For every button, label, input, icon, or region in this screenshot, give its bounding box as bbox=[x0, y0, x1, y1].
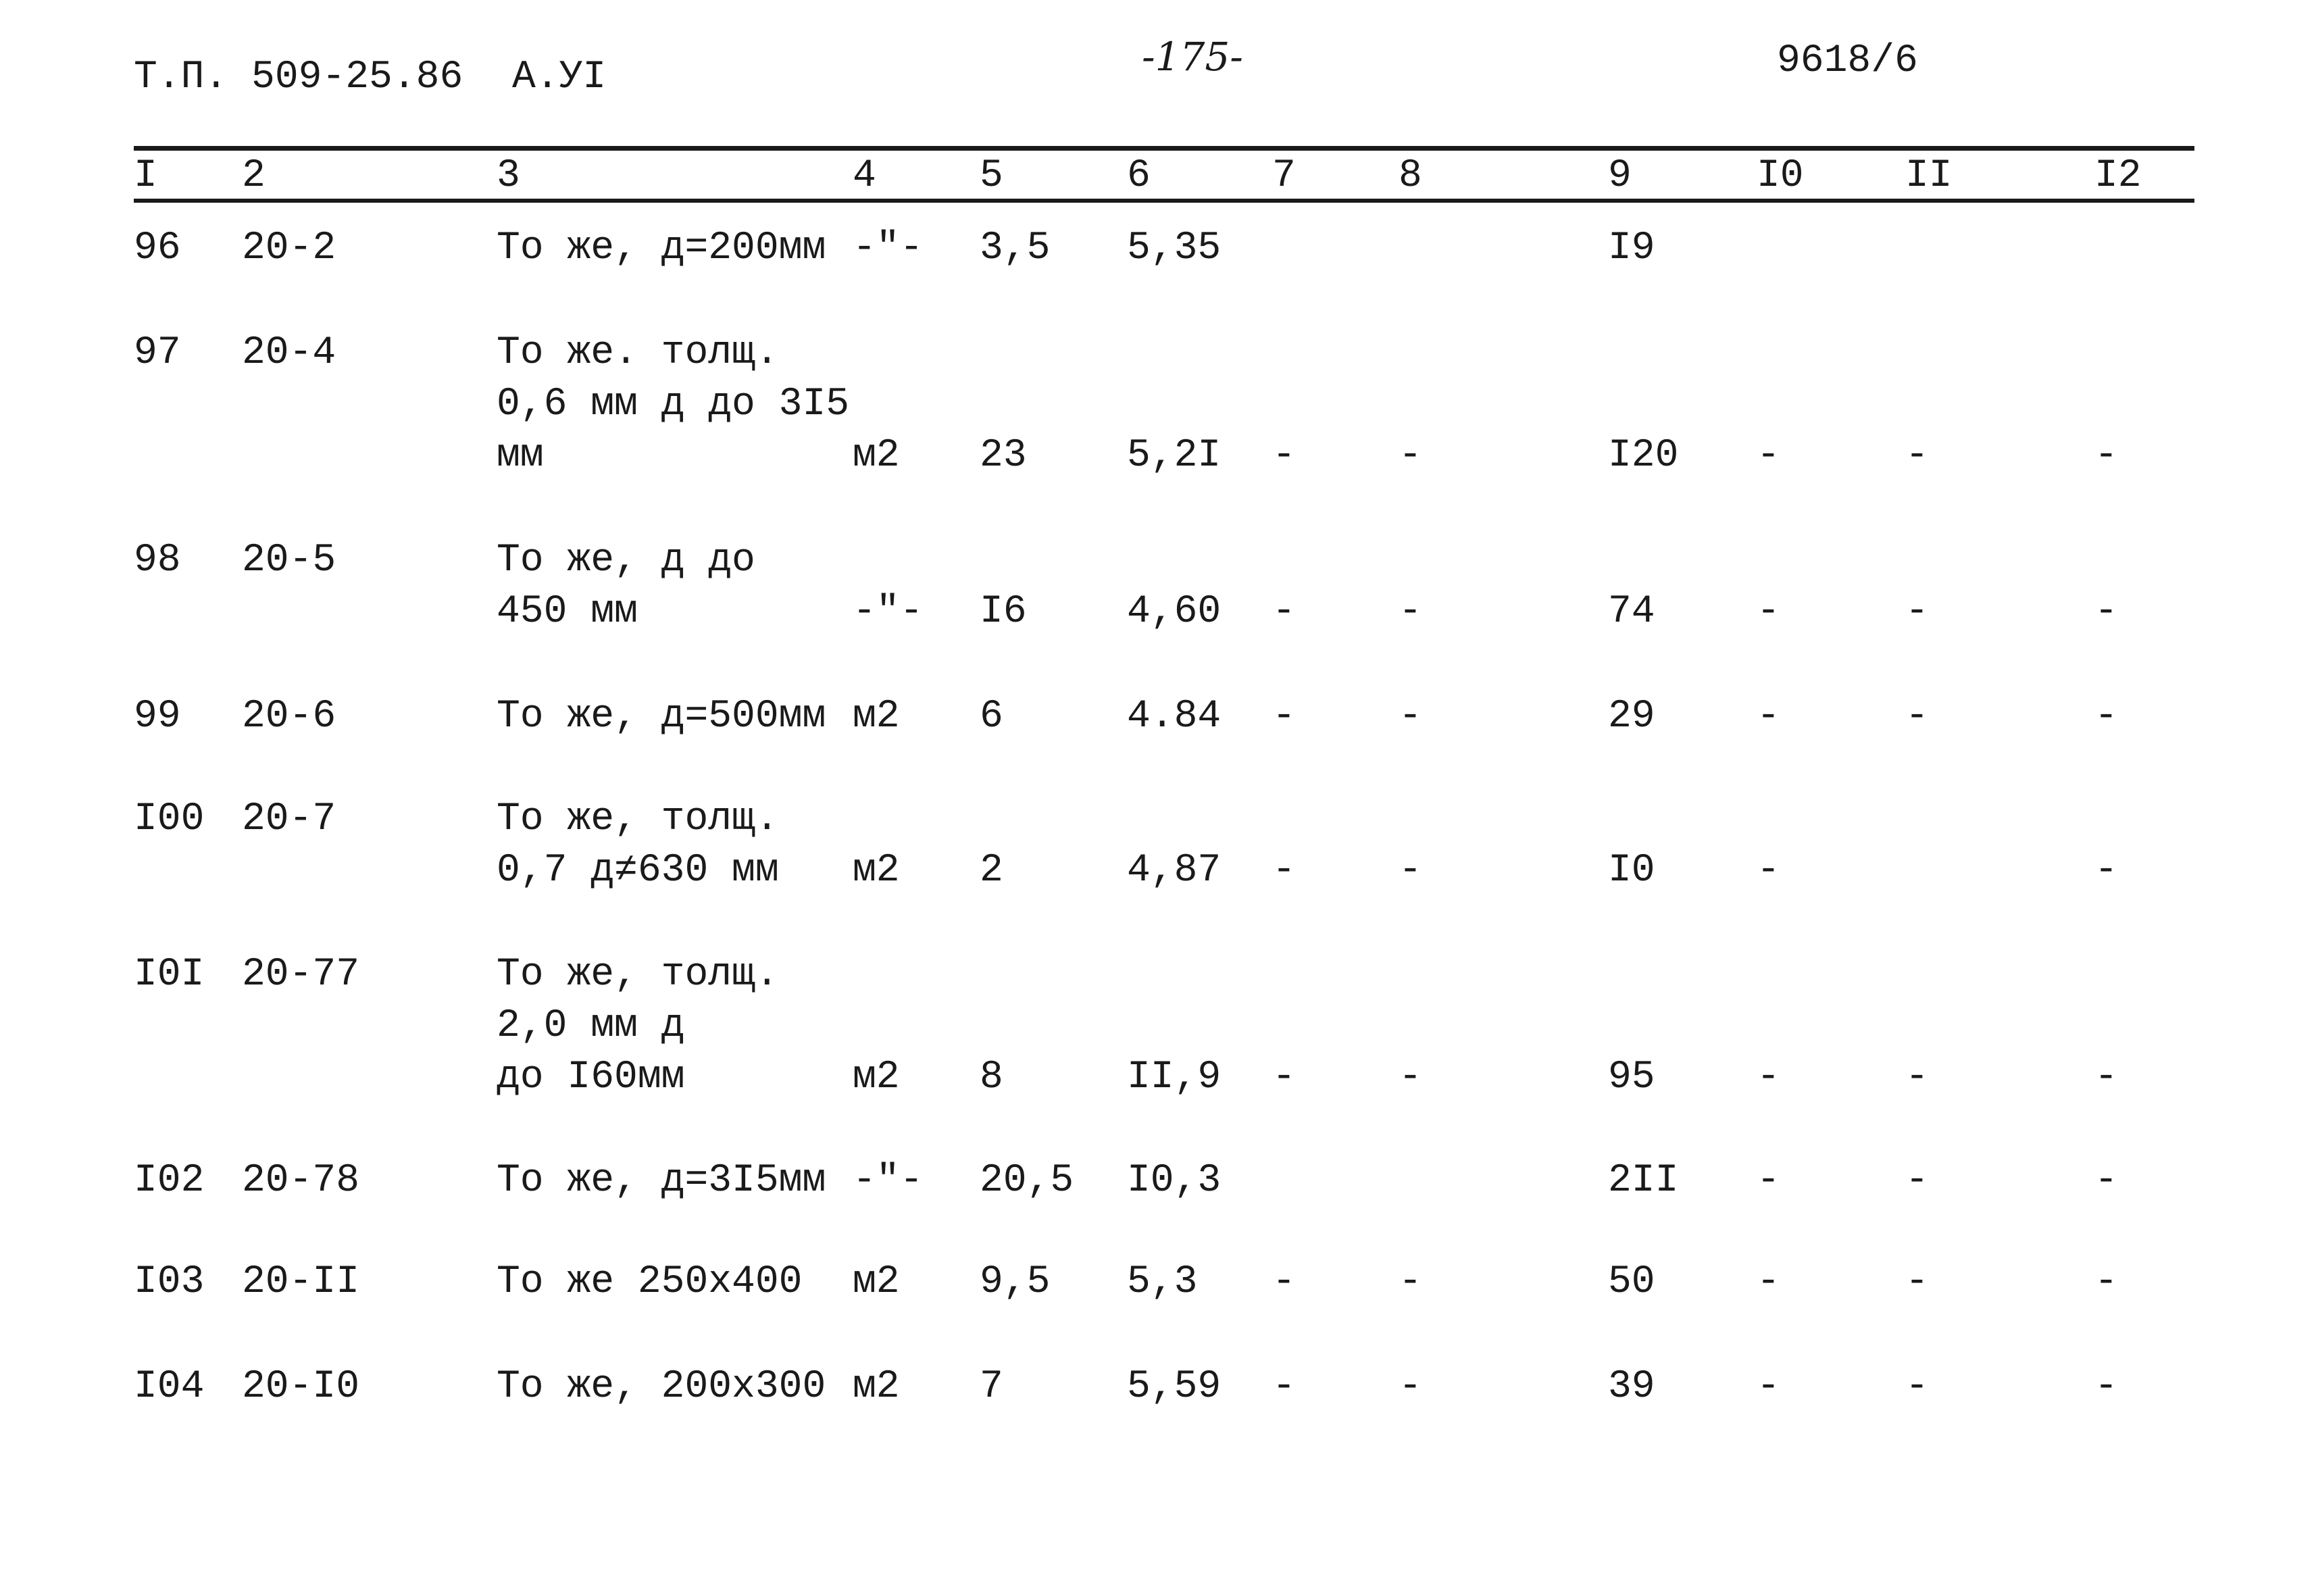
column-11-value: - bbox=[1905, 590, 1929, 634]
column-number-3: 3 bbox=[497, 154, 520, 198]
column-number-11: II bbox=[1905, 154, 1953, 198]
column-number-4: 4 bbox=[853, 154, 876, 198]
column-12-value: - bbox=[2094, 695, 2118, 739]
row-number: I02 bbox=[134, 1159, 205, 1203]
row-number: 99 bbox=[134, 695, 181, 739]
column-7-value: - bbox=[1272, 1260, 1296, 1304]
column-number-2: 2 bbox=[242, 154, 266, 198]
quantity: 6 bbox=[980, 695, 1003, 739]
column-6-value: 4.84 bbox=[1127, 695, 1222, 739]
column-9-value: 29 bbox=[1608, 695, 1655, 739]
quantity: 3,5 bbox=[980, 226, 1051, 270]
column-12-value: - bbox=[2094, 1365, 2118, 1409]
column-8-value: - bbox=[1399, 695, 1422, 739]
unit: м2 bbox=[853, 1055, 900, 1099]
column-number-10: I0 bbox=[1757, 154, 1804, 198]
column-11-value: - bbox=[1905, 1365, 1929, 1409]
column-8-value: - bbox=[1399, 1365, 1422, 1409]
quantity: 23 bbox=[980, 434, 1027, 478]
column-number-9: 9 bbox=[1608, 154, 1632, 198]
column-6-value: 4,60 bbox=[1127, 590, 1222, 634]
column-10-value: - bbox=[1757, 849, 1780, 893]
quantity: 7 bbox=[980, 1365, 1003, 1409]
column-10-value: - bbox=[1757, 1260, 1780, 1304]
quantity: 20,5 bbox=[980, 1159, 1074, 1203]
rate-code: 20-5 bbox=[242, 539, 336, 582]
column-number-6: 6 bbox=[1127, 154, 1151, 198]
column-7-value: - bbox=[1272, 849, 1296, 893]
column-6-value: I0,3 bbox=[1127, 1159, 1222, 1203]
album-number: А.УI bbox=[512, 55, 607, 99]
column-number-1: I bbox=[134, 154, 157, 198]
unit: м2 bbox=[853, 1365, 900, 1409]
rate-code: 20-2 bbox=[242, 226, 336, 270]
work-description-line: То же, д=200мм bbox=[497, 226, 826, 270]
column-10-value: - bbox=[1757, 434, 1780, 478]
column-8-value: - bbox=[1399, 849, 1422, 893]
work-description-line: 2,0 мм д bbox=[497, 1004, 685, 1048]
rate-code: 20-I0 bbox=[242, 1365, 360, 1409]
row-number: I0I bbox=[134, 953, 205, 997]
column-10-value: - bbox=[1757, 1159, 1780, 1203]
unit: м2 bbox=[853, 434, 900, 478]
column-7-value: - bbox=[1272, 434, 1296, 478]
page-number: -175- bbox=[1142, 34, 1243, 80]
rate-code: 20-6 bbox=[242, 695, 336, 739]
work-description-line: То же, толщ. bbox=[497, 953, 779, 997]
column-11-value: - bbox=[1905, 1055, 1929, 1099]
column-number-8: 8 bbox=[1399, 154, 1422, 198]
work-description-line: То же, д=3I5мм bbox=[497, 1159, 826, 1203]
unit: м2 bbox=[853, 849, 900, 893]
sheet-number: 9618/6 bbox=[1777, 39, 1918, 83]
column-11-value: - bbox=[1905, 695, 1929, 739]
column-number-5: 5 bbox=[980, 154, 1003, 198]
column-12-value: - bbox=[2094, 1159, 2118, 1203]
row-number: I04 bbox=[134, 1365, 205, 1409]
column-9-value: 50 bbox=[1608, 1260, 1655, 1304]
unit: м2 bbox=[853, 695, 900, 739]
column-12-value: - bbox=[2094, 1260, 2118, 1304]
column-number-7: 7 bbox=[1272, 154, 1296, 198]
column-9-value: 74 bbox=[1608, 590, 1655, 634]
work-description-line: То же, толщ. bbox=[497, 797, 779, 841]
column-8-value: - bbox=[1399, 590, 1422, 634]
work-description-line: То же 250х400 bbox=[497, 1260, 803, 1304]
column-6-value: II,9 bbox=[1127, 1055, 1222, 1099]
work-description-line: 450 мм bbox=[497, 590, 638, 634]
quantity: 9,5 bbox=[980, 1260, 1051, 1304]
column-11-value: - bbox=[1905, 434, 1929, 478]
unit: -"- bbox=[853, 226, 924, 270]
column-7-value: - bbox=[1272, 1055, 1296, 1099]
column-6-value: 5,2I bbox=[1127, 434, 1222, 478]
unit: -"- bbox=[853, 1159, 924, 1203]
quantity: I6 bbox=[980, 590, 1027, 634]
column-9-value: 2II bbox=[1608, 1159, 1679, 1203]
rate-code: 20-7 bbox=[242, 797, 336, 841]
column-number-12: I2 bbox=[2094, 154, 2142, 198]
column-7-value: - bbox=[1272, 1365, 1296, 1409]
rate-code: 20-77 bbox=[242, 953, 360, 997]
row-number: 96 bbox=[134, 226, 181, 270]
row-number: I03 bbox=[134, 1260, 205, 1304]
column-11-value: - bbox=[1905, 1260, 1929, 1304]
column-10-value: - bbox=[1757, 695, 1780, 739]
column-10-value: - bbox=[1757, 1055, 1780, 1099]
quantity: 8 bbox=[980, 1055, 1003, 1099]
column-8-value: - bbox=[1399, 434, 1422, 478]
column-8-value: - bbox=[1399, 1260, 1422, 1304]
column-10-value: - bbox=[1757, 590, 1780, 634]
rate-code: 20-II bbox=[242, 1260, 360, 1304]
unit: м2 bbox=[853, 1260, 900, 1304]
column-10-value: - bbox=[1757, 1365, 1780, 1409]
unit: -"- bbox=[853, 590, 924, 634]
column-9-value: I20 bbox=[1608, 434, 1679, 478]
work-description-line: до I60мм bbox=[497, 1055, 685, 1099]
rate-code: 20-78 bbox=[242, 1159, 360, 1203]
work-description-line: То же, д=500мм bbox=[497, 695, 826, 739]
column-6-value: 4,87 bbox=[1127, 849, 1222, 893]
column-12-value: - bbox=[2094, 590, 2118, 634]
column-9-value: 39 bbox=[1608, 1365, 1655, 1409]
project-code: Т.П. 509-25.86 bbox=[134, 55, 463, 99]
work-description-line: 0,6 мм д до 3I5 bbox=[497, 382, 850, 426]
column-9-value: I9 bbox=[1608, 226, 1655, 270]
column-12-value: - bbox=[2094, 434, 2118, 478]
column-12-value: - bbox=[2094, 849, 2118, 893]
column-7-value: - bbox=[1272, 695, 1296, 739]
column-8-value: - bbox=[1399, 1055, 1422, 1099]
column-12-value: - bbox=[2094, 1055, 2118, 1099]
column-11-value: - bbox=[1905, 1159, 1929, 1203]
work-description-line: То же, д до bbox=[497, 539, 755, 582]
table-header-rule bbox=[134, 199, 2194, 203]
quantity: 2 bbox=[980, 849, 1003, 893]
work-description-line: То же, 200х300 bbox=[497, 1365, 826, 1409]
rate-code: 20-4 bbox=[242, 331, 336, 375]
column-7-value: - bbox=[1272, 590, 1296, 634]
column-6-value: 5,35 bbox=[1127, 226, 1222, 270]
row-number: 98 bbox=[134, 539, 181, 582]
row-number: 97 bbox=[134, 331, 181, 375]
table-top-rule bbox=[134, 146, 2194, 151]
column-6-value: 5,59 bbox=[1127, 1365, 1222, 1409]
column-9-value: I0 bbox=[1608, 849, 1655, 893]
work-description-line: мм bbox=[497, 434, 544, 478]
row-number: I00 bbox=[134, 797, 205, 841]
column-9-value: 95 bbox=[1608, 1055, 1655, 1099]
column-6-value: 5,3 bbox=[1127, 1260, 1198, 1304]
work-description-line: 0,7 д≠630 мм bbox=[497, 849, 779, 893]
work-description-line: То же. толщ. bbox=[497, 331, 779, 375]
